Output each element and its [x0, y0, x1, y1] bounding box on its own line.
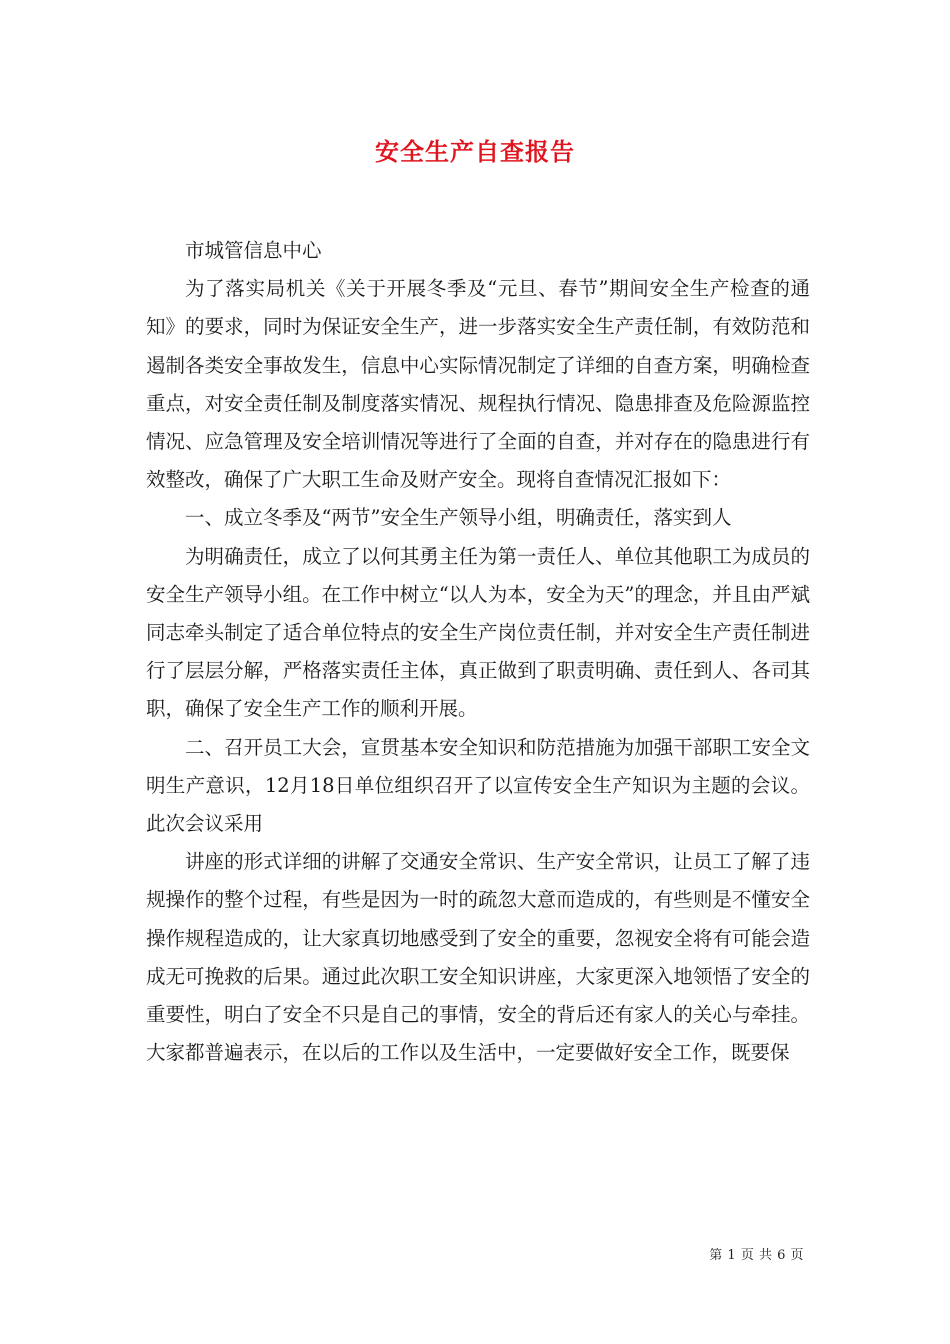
organization-name: 市城管信息中心 — [185, 239, 322, 262]
paragraph-section-2: 讲座的形式详细的讲解了交通安全常识、生产安全常识，让员工了解了违规操作的整个过程，有些是因为一时的疏忽大意而造成的，有些则是不懂安全操作规程造成的，让大家真切地感受到了安全的重要，忽视安全将有可能会造成无可挽救的后果。通过此次职工安全知识讲座，大家更深入地领悟了安全的重要性，明白了安全不只是自己的事情，安全的背后还有家人的关心与牵挂。大家都普遍表示，在以后的工作以及生活中，一定要做好安全工作，既要保 — [146, 850, 810, 1065]
document-title: 安全生产自查报告 — [375, 137, 575, 166]
page-number-footer: 第 1 页 共 6 页 — [709, 1248, 804, 1263]
paragraph-intro: 为了落实局机关《关于开展冬季及“元旦、春节”期间安全生产检查的通知》的要求，同时为保证安全生产，进一步落实安全生产责任制，有效防范和遏制各类安全事故发生，信息中心实际情况制定了详细的自查方案，明确检查重点，对安全责任制及制度落实情况、规程执行情况、隐患排查及危险源监控情况、应急管理及安全培训情况等进行了全面的自查，并对存在的隐患进行有效整改，确保了广大职工生命及财产安全。现将自查情况汇报如下： — [146, 277, 810, 492]
paragraph-section-1: 为明确责任，成立了以何其勇主任为第一责任人、单位其他职工为成员的安全生产领导小组。在工作中树立“以人为本，安全为天”的理念，并且由严斌同志牵头制定了适合单位特点的安全生产岗位责任制，并对安全生产责任制进行了层层分解，严格落实责任主体，真正做到了职责明确、责任到人、各司其职，确保了安全生产工作的顺利开展。 — [146, 544, 810, 721]
section-heading-2: 二、召开员工大会，宣贯基本安全知识和防范措施为加强干部职工安全文明生产意识，12月18日单位组织召开了以宣传安全生产知识为主题的会议。此次会议采用 — [146, 735, 810, 836]
section-heading-1: 一、成立冬季及“两节”安全生产领导小组，明确责任，落实到人 — [185, 506, 732, 530]
document-body — [146, 232, 810, 1072]
